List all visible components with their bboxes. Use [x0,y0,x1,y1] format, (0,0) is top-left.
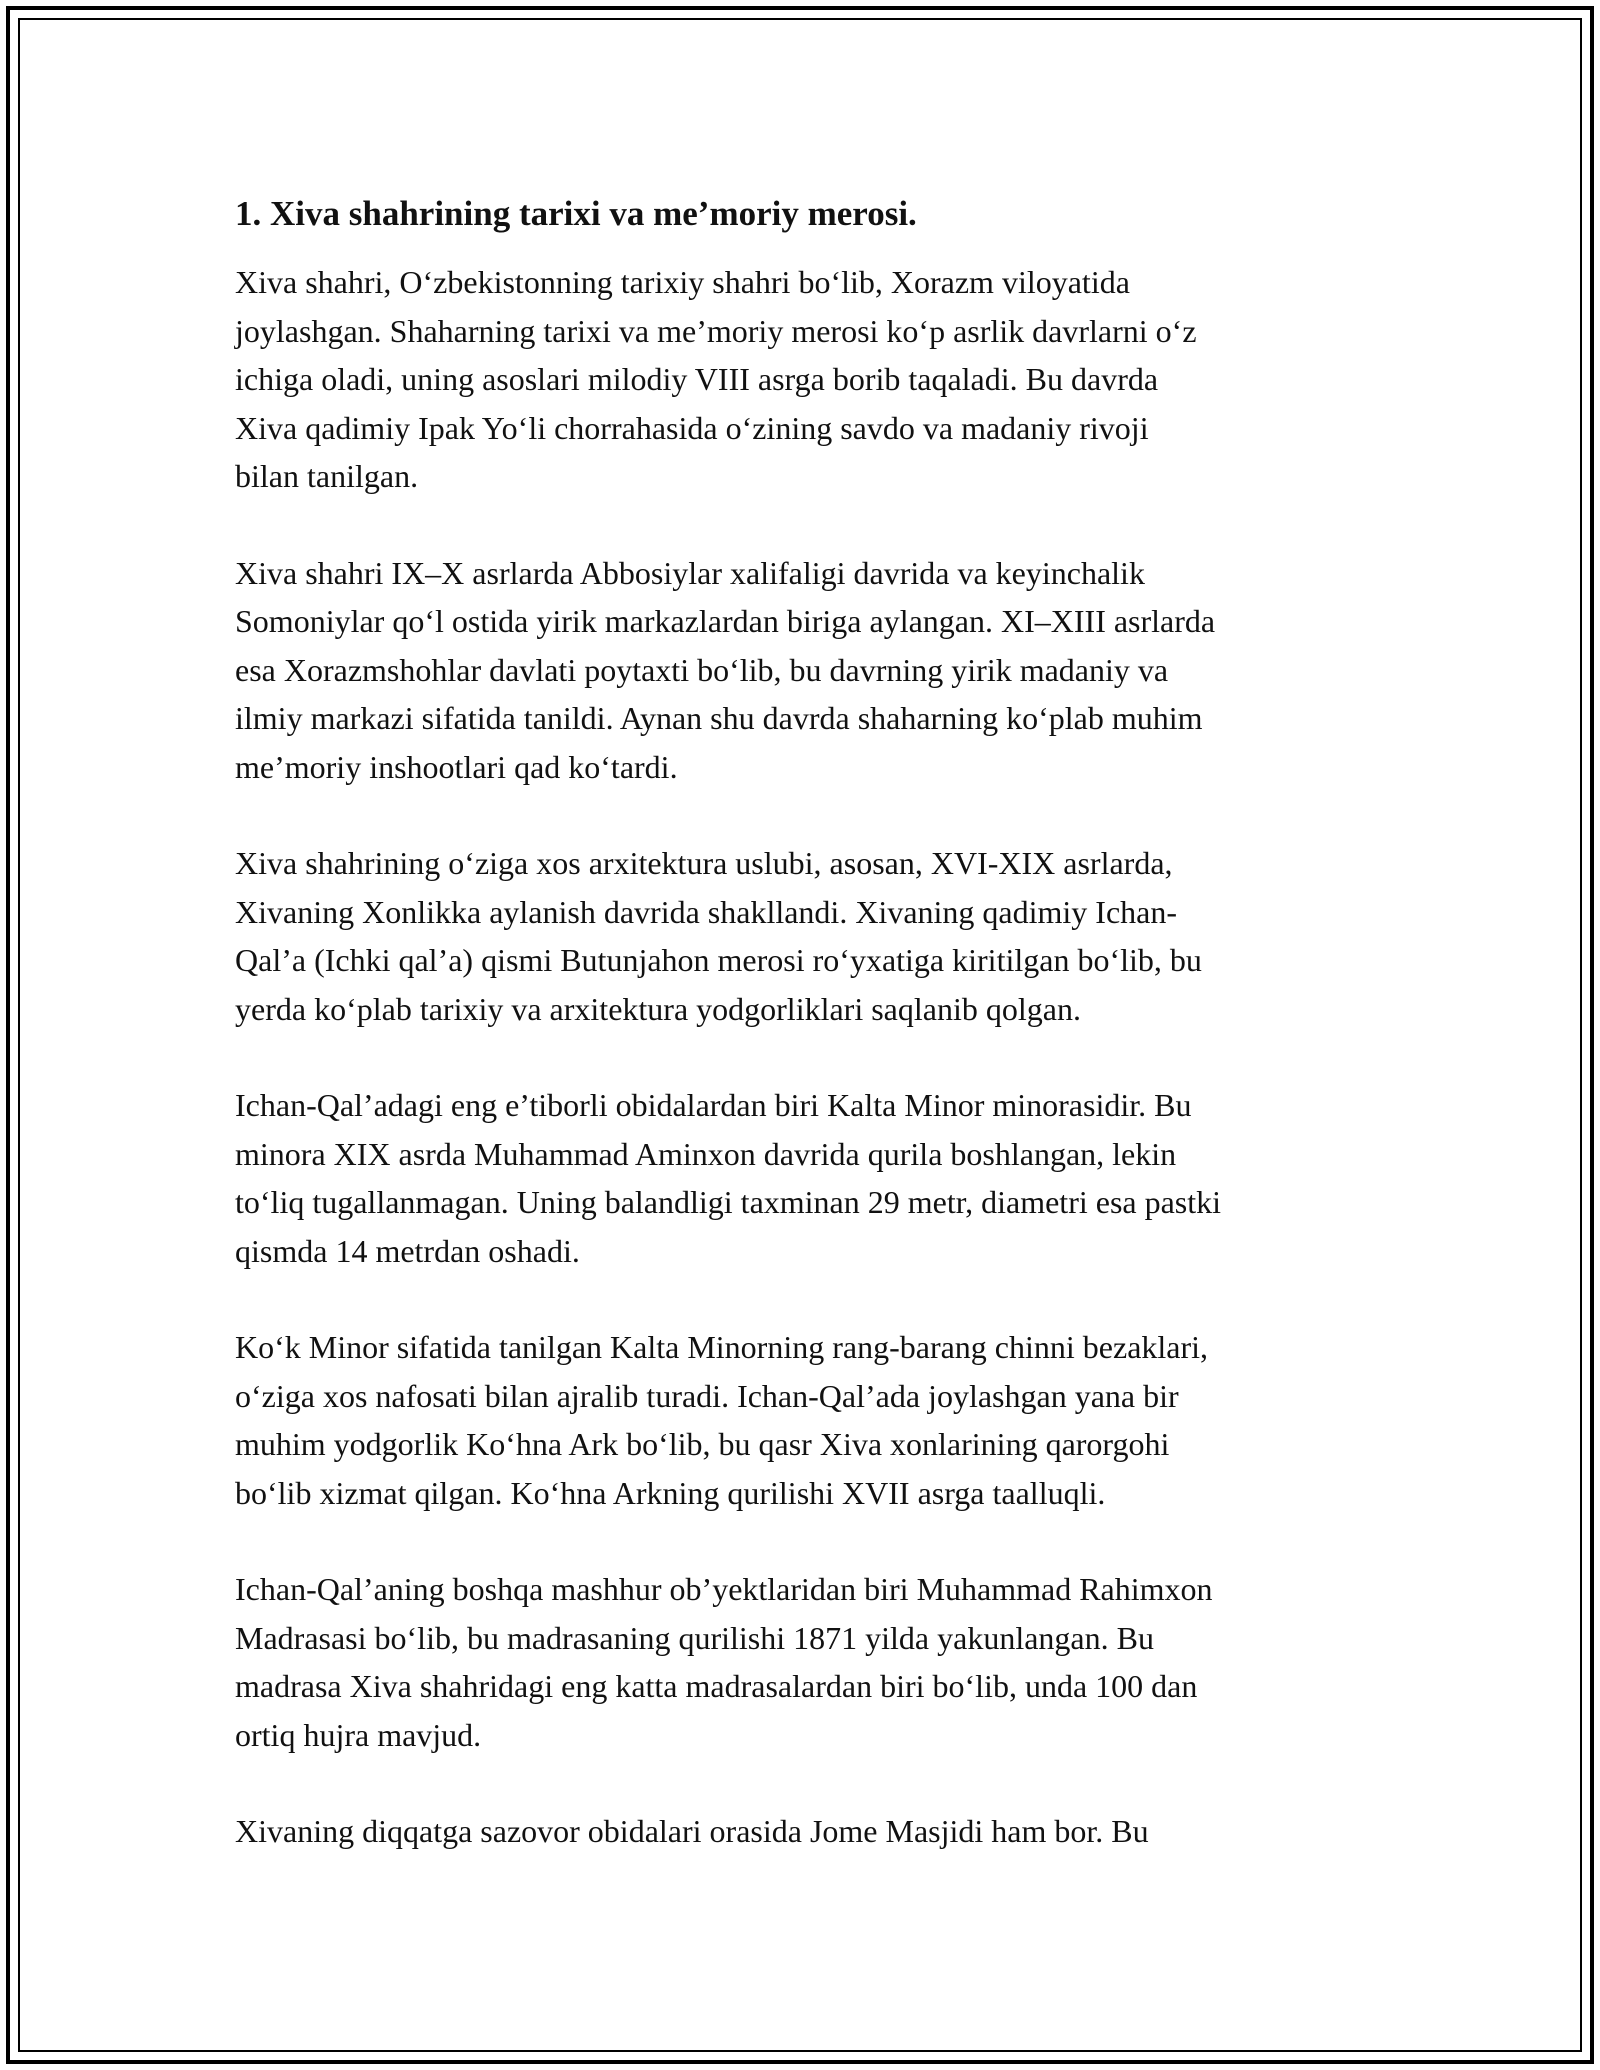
text-line: Somoniylar qo‘l ostida yirik markazlardan biriga aylangan. XI–XIII asrlarda [235,603,1216,639]
paragraph-7 [235,1807,1375,1856]
text-line: qismda 14 metrdan oshadi. [235,1232,580,1269]
paragraph-2 [235,549,1375,792]
text-line: o‘ziga xos nafosati bilan ajralib turadi. Ichan-Qal’ada joylashgan yana bir [235,1377,1179,1414]
paragraph-3 [235,839,1375,1033]
text-line: Xiva qadimiy Ipak Yo‘li chorrahasida o‘zining savdo va madaniy rivoji [235,409,1149,446]
text-line: muhim yodgorlik Ko‘hna Ark bo‘lib, bu qasr Xiva xonlarining qarorgohi [235,1426,1170,1462]
paragraph-6 [235,1565,1375,1759]
text-line: Ichan-Qal’aning boshqa mashhur ob’yektlaridan biri Muhammad Rahimxon [235,1571,1213,1607]
document-body [235,188,1375,1904]
text-line: me’moriy inshootlari qad ko‘tardi. [235,748,678,785]
text-line: to‘liq tugallanmagan. Uning balandligi taxminan 29 metr, diametri esa pastki [235,1184,1222,1220]
text-line: madrasa Xiva shahridagi eng katta madrasalardan biri bo‘lib, unda 100 dan [235,1668,1198,1704]
text-line: ortiq hujra mavjud. [235,1716,482,1753]
text-line: Ko‘k Minor sifatida tanilgan Kalta Minorning rang-barang chinni bezaklari, [235,1329,1209,1365]
text-line: joylashgan. Shaharning tarixi va me’moriy merosi ko‘p asrlik davrlarni o‘z [235,312,1197,349]
section-heading: 1. Xiva shahrining tarixi va me’moriy merosi. [235,194,917,233]
text-line: bo‘lib xizmat qilgan. Ko‘hna Arkning qurilishi XVII asrga taalluqli. [235,1474,1106,1511]
text-line: Xiva shahrining o‘ziga xos arxitektura uslubi, asosan, XVI-XIX asrlarda, [235,845,1173,881]
text-line: esa Xorazmshohlar davlati poytaxti bo‘lib, bu davrning yirik madaniy va [235,651,1169,688]
text-line: ichiga oladi, uning asoslari milodiy VIII asrga borib taqaladi. Bu davrda [235,361,1159,397]
text-line: Qal’a (Ichki qal’a) qismi Butunjahon merosi ro‘yxatiga kiritilgan bo‘lib, bu [235,942,1202,978]
text-line: yerda ko‘plab tarixiy va arxitektura yodgorliklari saqlanib qolgan. [235,990,1081,1027]
paragraph-5 [235,1323,1375,1517]
text-line: Xivaning Xonlikka aylanish davrida shakllandi. Xivaning qadimiy Ichan- [235,893,1177,930]
text-line: Xivaning diqqatga sazovor obidalari orasida Jome Masjidi ham bor. Bu [235,1813,1149,1849]
text-line: Xiva shahri IX–X asrlarda Abbosiylar xalifaligi davrida va keyinchalik [235,554,1145,591]
paragraph-1 [235,258,1375,501]
text-line: Ichan-Qal’adagi eng e’tiborli obidalardan biri Kalta Minor minorasidir. Bu [235,1087,1192,1123]
text-line: minora XIX asrda Muhammad Aminxon davrida qurila boshlangan, lekin [235,1135,1177,1172]
text-line: Xiva shahri, O‘zbekistonning tarixiy shahri bo‘lib, Xorazm viloyatida [235,264,1130,300]
paragraph-4 [235,1081,1375,1275]
text-line: ilmiy markazi sifatida tanildi. Aynan shu davrda shaharning ko‘plab muhim [235,700,1203,736]
text-line: Madrasasi bo‘lib, bu madrasaning qurilishi 1871 yilda yakunlangan. Bu [235,1619,1154,1656]
text-line: bilan tanilgan. [235,458,419,494]
